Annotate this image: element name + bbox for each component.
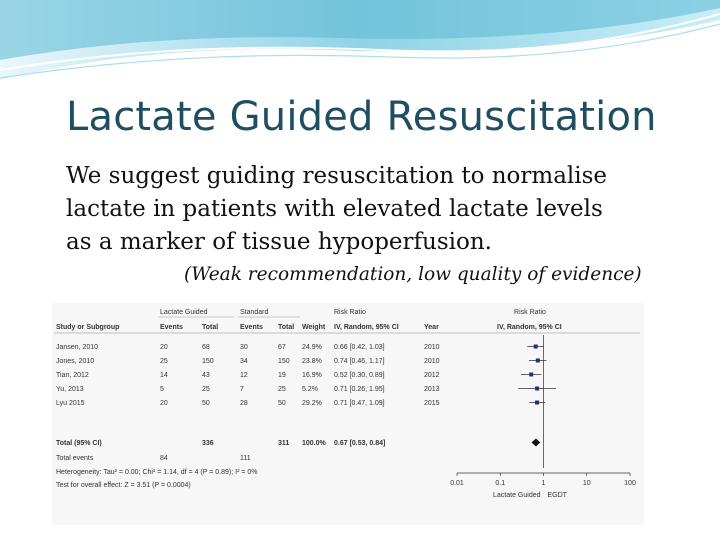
total-label: Total (95% CI) [56,440,102,447]
study-ci: 0.71 [0.26, 1.95] [334,386,385,393]
study-ci: 0.71 [0.47, 1.09] [334,400,385,407]
study-exp-total: 43 [202,372,210,379]
recommendation-note: (Weak recommendation, low quality of evidence) [184,264,642,285]
study-point [535,387,539,391]
study-ctrl-events: 30 [240,344,248,351]
x-axis-tick-label: 0.01 [450,480,464,487]
study-name: Jansen, 2010 [56,344,99,351]
study-weight: 5.2% [302,386,318,393]
study-ci: 0.66 [0.42, 1.03] [334,344,385,351]
column-header: Events [160,324,183,331]
total-events-ctrl: 111 [240,455,251,462]
study-point [529,373,533,377]
header-wave-decoration [0,0,720,90]
x-axis-tick-label: 0.1 [495,480,506,487]
study-exp-total: 68 [202,344,210,351]
group-header-experimental: Lactate Guided [160,309,208,316]
study-ctrl-total: 19 [278,372,286,379]
study-exp-events: 14 [160,372,168,379]
total-ctrl-total: 311 [278,440,290,447]
study-name: Yu, 2013 [56,386,84,393]
column-header: Year [424,324,439,331]
column-header: IV, Random, 95% CI [497,324,562,331]
study-ctrl-events: 28 [240,400,248,407]
column-header: Total [202,324,219,331]
favours-left-label: Lactate Guided [493,492,541,499]
study-year: 2010 [424,344,440,351]
total-exp-total: 336 [202,440,214,447]
study-ctrl-total: 67 [278,344,286,351]
study-exp-events: 5 [160,386,164,393]
study-year: 2015 [424,400,440,407]
study-ctrl-total: 25 [278,386,286,393]
study-year: 2010 [424,358,440,365]
study-exp-events: 20 [160,400,168,407]
overall-effect-text: Test for overall effect: Z = 3.51 (P = 0.0004) [56,482,191,489]
bullet-text [66,160,706,259]
study-ctrl-events: 34 [240,358,248,365]
study-point [534,345,538,349]
study-ctrl-events: 7 [240,386,244,393]
forest-plot-image [52,303,644,525]
study-exp-total: 25 [202,386,210,393]
study-point [535,401,539,405]
column-header: Study or Subgroup [56,324,120,331]
study-ci: 0.74 [0.46, 1.17] [334,358,385,365]
study-ctrl-events: 12 [240,372,248,379]
bullet-line: We suggest guiding resuscitation to normalise [66,163,608,189]
group-header-control: Standard [240,309,269,316]
total-events-exp: 84 [160,455,168,462]
study-weight: 29.2% [302,400,322,407]
study-exp-events: 25 [160,358,168,365]
study-name: Lyu 2015 [56,400,85,407]
study-point [536,359,540,363]
total-ci: 0.67 [0.53, 0.84] [334,440,386,447]
x-axis-tick-label: 100 [624,480,636,487]
study-ctrl-total: 150 [278,358,290,365]
heterogeneity-text: Heterogeneity: Tau² = 0.00; Chi² = 1.14, df = 4 (P = 0.89); I² = 0% [56,469,258,476]
study-ci: 0.52 [0.30, 0.89] [334,372,385,379]
study-exp-total: 150 [202,358,214,365]
column-header: Weight [302,324,326,331]
study-year: 2012 [424,372,440,379]
study-ctrl-total: 50 [278,400,286,407]
forest-plot [52,303,644,525]
column-header: Total [278,324,295,331]
study-exp-total: 50 [202,400,210,407]
bullet-line: lactate in patients with elevated lactate levels [66,196,603,222]
x-axis-tick-label: 10 [582,480,591,487]
study-exp-events: 20 [160,344,168,351]
favours-right-label: EGDT [547,492,567,499]
total-weight: 100.0% [302,440,326,447]
study-weight: 16.9% [302,372,322,379]
column-header: IV, Random, 95% CI [334,324,399,331]
slide-title: Lactate Guided Resuscitation [66,94,657,140]
group-header-risk-ratio: Risk Ratio [334,309,366,316]
column-header: Events [240,324,263,331]
study-name: Tian, 2012 [56,372,89,379]
x-axis-tick-label: 1 [541,480,546,487]
study-year: 2013 [424,386,440,393]
group-header-risk-ratio-plot: Risk Ratio [514,309,546,316]
total-events-label: Total events [56,455,94,462]
bullet-line: as a marker of tissue hypoperfusion. [66,229,492,255]
study-weight: 23.8% [302,358,322,365]
study-name: Jones, 2010 [56,358,95,365]
study-weight: 24.9% [302,344,322,351]
